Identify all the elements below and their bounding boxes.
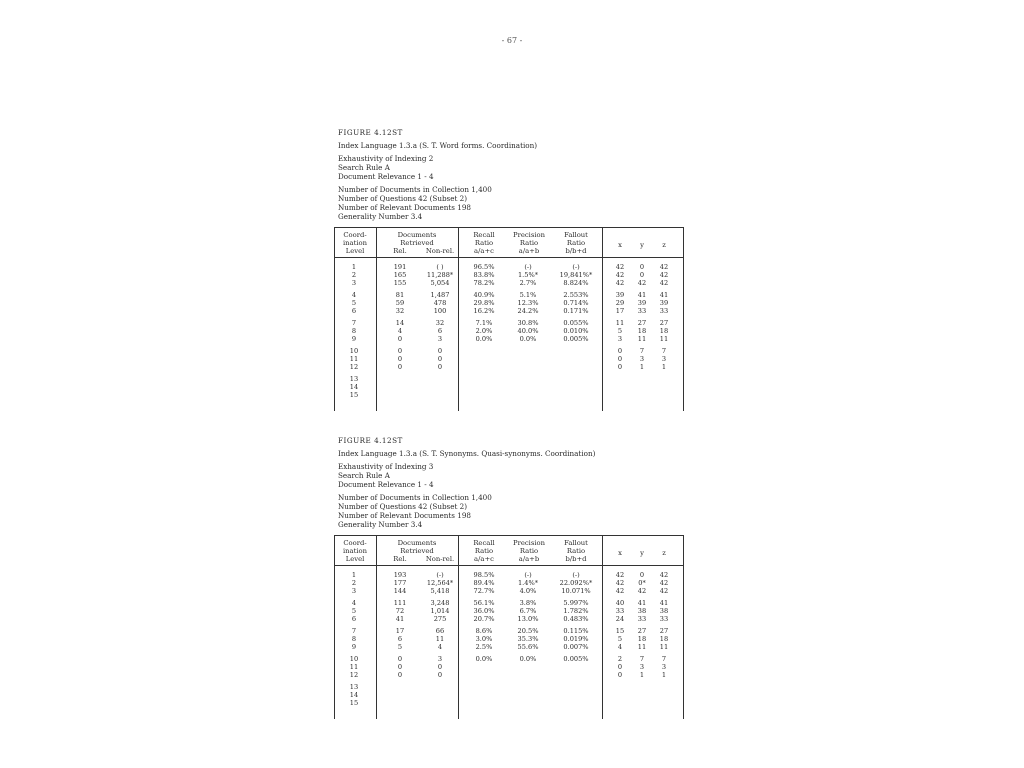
header-rel: Rel. bbox=[393, 555, 407, 563]
table-row bbox=[334, 335, 684, 343]
cell-precision: 6.7% bbox=[519, 607, 537, 615]
table-row bbox=[334, 279, 684, 287]
figure-2 bbox=[338, 436, 688, 719]
cell-fallout: 2.553% bbox=[563, 291, 589, 299]
cell-nonrel: 478 bbox=[433, 299, 447, 307]
figure-1 bbox=[338, 128, 688, 411]
cell-rel: 14 bbox=[395, 319, 405, 327]
page-number: - 67 - bbox=[501, 36, 523, 45]
cell-y: 42 bbox=[637, 279, 647, 287]
cell-fallout: 0.019% bbox=[563, 635, 589, 643]
cell-nonrel: 1,014 bbox=[430, 607, 450, 615]
cell-rel: 0 bbox=[397, 671, 403, 679]
cell-nonrel: 0 bbox=[437, 663, 443, 671]
table-row bbox=[334, 327, 684, 335]
coordination-level: 4 bbox=[351, 599, 357, 607]
cell-precision: (-) bbox=[524, 263, 532, 271]
figure-2-search-rule: Search Rule A bbox=[338, 471, 390, 480]
coordination-level: 7 bbox=[351, 319, 357, 327]
cell-y: 1 bbox=[639, 363, 645, 371]
cell-z: 18 bbox=[659, 327, 669, 335]
cell-rel: 191 bbox=[393, 263, 407, 271]
cell-fallout: 19,841%* bbox=[559, 271, 593, 279]
coordination-level: 12 bbox=[349, 671, 359, 679]
cell-recall: 0.0% bbox=[475, 335, 493, 343]
cell-precision: 35.3% bbox=[517, 635, 539, 643]
figure-2-num-documents: Number of Documents in Collection 1,400 bbox=[338, 493, 492, 502]
cell-recall: 36.0% bbox=[473, 607, 495, 615]
header-fallout: Fallout Ratio b/b+d bbox=[564, 539, 588, 563]
cell-y: 3 bbox=[639, 663, 645, 671]
figure-1-search-rule: Search Rule A bbox=[338, 163, 390, 172]
cell-x: 33 bbox=[615, 607, 625, 615]
cell-fallout: 0.171% bbox=[563, 307, 589, 315]
coordination-level: 14 bbox=[349, 691, 359, 699]
cell-y: 0 bbox=[639, 271, 645, 279]
coordination-level: 11 bbox=[349, 355, 359, 363]
table-row bbox=[334, 263, 684, 271]
figure-1-index-language: Index Language 1.3.a (S. T. Word forms. Coordination) bbox=[338, 141, 538, 150]
cell-y: 0 bbox=[639, 263, 645, 271]
cell-recall: 29.8% bbox=[473, 299, 495, 307]
cell-x: 15 bbox=[615, 627, 625, 635]
cell-x: 29 bbox=[615, 299, 625, 307]
cell-rel: 177 bbox=[393, 579, 407, 587]
coordination-level: 15 bbox=[349, 391, 359, 399]
cell-x: 42 bbox=[615, 579, 625, 587]
cell-nonrel: ( ) bbox=[436, 263, 444, 271]
coordination-level: 13 bbox=[349, 375, 359, 383]
table-row bbox=[334, 363, 684, 371]
cell-nonrel: 32 bbox=[435, 319, 445, 327]
cell-x: 42 bbox=[615, 271, 625, 279]
cell-z: 42 bbox=[659, 279, 669, 287]
cell-x: 40 bbox=[615, 599, 625, 607]
cell-rel: 193 bbox=[393, 571, 407, 579]
table-row bbox=[334, 347, 684, 355]
header-recall: Recall Ratio a/a+c bbox=[473, 231, 495, 255]
cell-nonrel: 4 bbox=[437, 643, 443, 651]
coordination-level: 14 bbox=[349, 383, 359, 391]
cell-nonrel: 11 bbox=[435, 635, 445, 643]
cell-y: 27 bbox=[637, 627, 647, 635]
cell-fallout: 0.005% bbox=[563, 655, 589, 663]
cell-precision: 12.3% bbox=[517, 299, 539, 307]
cell-precision: 55.6% bbox=[517, 643, 539, 651]
coordination-level: 3 bbox=[351, 587, 357, 595]
header-rel: Rel. bbox=[393, 247, 407, 255]
table-row bbox=[334, 307, 684, 315]
header-precision: Precision Ratio a/a+b bbox=[513, 539, 545, 563]
cell-z: 11 bbox=[659, 335, 669, 343]
cell-precision: 24.2% bbox=[517, 307, 539, 315]
cell-nonrel: (-) bbox=[436, 571, 444, 579]
cell-x: 5 bbox=[617, 327, 623, 335]
cell-nonrel: 0 bbox=[437, 355, 443, 363]
figure-2-generality: Generality Number 3.4 bbox=[338, 520, 423, 529]
results-table bbox=[334, 535, 684, 719]
cell-recall: 89.4% bbox=[473, 579, 495, 587]
cell-rel: 41 bbox=[395, 615, 405, 623]
cell-z: 42 bbox=[659, 263, 669, 271]
coordination-level: 11 bbox=[349, 663, 359, 671]
cell-z: 42 bbox=[659, 271, 669, 279]
table-row bbox=[334, 383, 684, 391]
cell-y: 41 bbox=[637, 291, 647, 299]
cell-z: 11 bbox=[659, 643, 669, 651]
cell-z: 7 bbox=[661, 655, 667, 663]
cell-fallout: (-) bbox=[572, 571, 580, 579]
cell-fallout: 0.714% bbox=[563, 299, 589, 307]
table-row bbox=[334, 599, 684, 607]
results-table bbox=[334, 227, 684, 411]
cell-fallout: 10.071% bbox=[561, 587, 591, 595]
header-recall: Recall Ratio a/a+c bbox=[473, 539, 495, 563]
figure-1-header bbox=[338, 128, 688, 221]
cell-nonrel: 0 bbox=[437, 671, 443, 679]
cell-precision: (-) bbox=[524, 571, 532, 579]
table-row bbox=[334, 587, 684, 595]
cell-precision: 3.8% bbox=[519, 599, 537, 607]
cell-rel: 0 bbox=[397, 663, 403, 671]
cell-recall: 2.5% bbox=[475, 643, 493, 651]
cell-z: 41 bbox=[659, 291, 669, 299]
cell-fallout: 1.782% bbox=[563, 607, 589, 615]
cell-fallout: 22.092%* bbox=[559, 579, 593, 587]
cell-z: 3 bbox=[661, 663, 667, 671]
cell-recall: 16.2% bbox=[473, 307, 495, 315]
table-row bbox=[334, 607, 684, 615]
header-coord: Coord- ination Level bbox=[343, 231, 367, 255]
cell-y: 7 bbox=[639, 655, 645, 663]
figure-2-exhaustivity: Exhaustivity of Indexing 3 bbox=[338, 462, 434, 471]
cell-rel: 0 bbox=[397, 655, 403, 663]
cell-nonrel: 5,054 bbox=[430, 279, 450, 287]
cell-nonrel: 11,288* bbox=[426, 271, 454, 279]
cell-nonrel: 0 bbox=[437, 347, 443, 355]
cell-x: 0 bbox=[617, 363, 623, 371]
header-nonrel: Non-rel. bbox=[425, 555, 455, 563]
cell-x: 42 bbox=[615, 279, 625, 287]
table-row bbox=[334, 699, 684, 707]
cell-y: 27 bbox=[637, 319, 647, 327]
cell-x: 39 bbox=[615, 291, 625, 299]
header-precision: Precision Ratio a/a+b bbox=[513, 231, 545, 255]
cell-rel: 17 bbox=[395, 627, 405, 635]
coordination-level: 2 bbox=[351, 271, 357, 279]
cell-z: 3 bbox=[661, 355, 667, 363]
cell-z: 42 bbox=[659, 571, 669, 579]
cell-recall: 96.5% bbox=[473, 263, 495, 271]
cell-rel: 0 bbox=[397, 335, 403, 343]
figure-2-relevance: Document Relevance 1 - 4 bbox=[338, 480, 434, 489]
figure-1-num-relevant: Number of Relevant Documents 198 bbox=[338, 203, 471, 212]
cell-y: 11 bbox=[637, 335, 647, 343]
cell-recall: 20.7% bbox=[473, 615, 495, 623]
header-z: z bbox=[662, 241, 666, 249]
figure-1-relevance: Document Relevance 1 - 4 bbox=[338, 172, 434, 181]
cell-rel: 6 bbox=[397, 635, 403, 643]
cell-x: 42 bbox=[615, 587, 625, 595]
cell-precision: 0.0% bbox=[519, 335, 537, 343]
cell-fallout: 0.010% bbox=[563, 327, 589, 335]
header-docs: Documents Retrieved bbox=[397, 539, 437, 555]
cell-recall: 7.1% bbox=[475, 319, 493, 327]
cell-recall: 40.9% bbox=[473, 291, 495, 299]
cell-y: 41 bbox=[637, 599, 647, 607]
cell-z: 7 bbox=[661, 347, 667, 355]
table-row bbox=[334, 655, 684, 663]
figure-2-header bbox=[338, 436, 688, 529]
header-x: x bbox=[618, 549, 622, 557]
cell-rel: 81 bbox=[395, 291, 405, 299]
cell-y: 11 bbox=[637, 643, 647, 651]
cell-z: 18 bbox=[659, 635, 669, 643]
header-y: y bbox=[640, 241, 644, 249]
cell-nonrel: 1,487 bbox=[430, 291, 450, 299]
table-row bbox=[334, 643, 684, 651]
table-row bbox=[334, 635, 684, 643]
cell-recall: 78.2% bbox=[473, 279, 495, 287]
coordination-level: 3 bbox=[351, 279, 357, 287]
cell-y: 38 bbox=[637, 607, 647, 615]
cell-rel: 165 bbox=[393, 271, 407, 279]
coordination-level: 9 bbox=[351, 335, 357, 343]
cell-rel: 72 bbox=[395, 607, 405, 615]
table-row bbox=[334, 271, 684, 279]
coordination-level: 2 bbox=[351, 579, 357, 587]
cell-x: 0 bbox=[617, 671, 623, 679]
table-row bbox=[334, 663, 684, 671]
cell-precision: 40.0% bbox=[517, 327, 539, 335]
figure-1-num-questions: Number of Questions 42 (Subset 2) bbox=[338, 194, 468, 203]
coordination-level: 7 bbox=[351, 627, 357, 635]
coordination-level: 10 bbox=[349, 347, 359, 355]
cell-x: 5 bbox=[617, 635, 623, 643]
table-row bbox=[334, 319, 684, 327]
table-row bbox=[334, 571, 684, 579]
cell-recall: 2.0% bbox=[475, 327, 493, 335]
cell-y: 0* bbox=[638, 579, 646, 587]
cell-recall: 3.0% bbox=[475, 635, 493, 643]
cell-recall: 72.7% bbox=[473, 587, 495, 595]
table-header-rule bbox=[334, 565, 684, 566]
cell-fallout: 0.483% bbox=[563, 615, 589, 623]
cell-x: 17 bbox=[615, 307, 625, 315]
cell-rel: 4 bbox=[397, 327, 403, 335]
cell-x: 3 bbox=[617, 335, 623, 343]
cell-recall: 0.0% bbox=[475, 655, 493, 663]
cell-x: 0 bbox=[617, 663, 623, 671]
cell-fallout: 0.007% bbox=[563, 643, 589, 651]
coordination-level: 10 bbox=[349, 655, 359, 663]
table-row bbox=[334, 375, 684, 383]
coordination-level: 1 bbox=[351, 571, 357, 579]
cell-precision: 5.1% bbox=[519, 291, 537, 299]
cell-nonrel: 66 bbox=[435, 627, 445, 635]
cell-z: 27 bbox=[659, 627, 669, 635]
cell-y: 18 bbox=[637, 635, 647, 643]
cell-nonrel: 3 bbox=[437, 655, 443, 663]
table-row bbox=[334, 355, 684, 363]
cell-y: 33 bbox=[637, 307, 647, 315]
cell-precision: 2.7% bbox=[519, 279, 537, 287]
cell-rel: 0 bbox=[397, 355, 403, 363]
cell-z: 33 bbox=[659, 615, 669, 623]
cell-z: 41 bbox=[659, 599, 669, 607]
cell-nonrel: 275 bbox=[433, 615, 447, 623]
cell-x: 24 bbox=[615, 615, 625, 623]
table-header-rule bbox=[334, 257, 684, 258]
cell-rel: 0 bbox=[397, 363, 403, 371]
cell-nonrel: 12,564* bbox=[426, 579, 454, 587]
cell-z: 39 bbox=[659, 299, 669, 307]
figure-2-title: FIGURE 4.12ST bbox=[338, 436, 403, 445]
coordination-level: 9 bbox=[351, 643, 357, 651]
header-nonrel: Non-rel. bbox=[425, 247, 455, 255]
cell-precision: 20.5% bbox=[517, 627, 539, 635]
coordination-level: 8 bbox=[351, 327, 357, 335]
table-row bbox=[334, 691, 684, 699]
header-coord: Coord- ination Level bbox=[343, 539, 367, 563]
cell-x: 2 bbox=[617, 655, 623, 663]
cell-y: 18 bbox=[637, 327, 647, 335]
header-z: z bbox=[662, 549, 666, 557]
table-row bbox=[334, 391, 684, 399]
figure-1-title: FIGURE 4.12ST bbox=[338, 128, 403, 137]
header-fallout: Fallout Ratio b/b+d bbox=[564, 231, 588, 255]
cell-x: 0 bbox=[617, 347, 623, 355]
cell-rel: 144 bbox=[393, 587, 407, 595]
table-row bbox=[334, 291, 684, 299]
cell-y: 7 bbox=[639, 347, 645, 355]
table-row bbox=[334, 299, 684, 307]
figure-1-exhaustivity: Exhaustivity of Indexing 2 bbox=[338, 154, 434, 163]
cell-recall: 56.1% bbox=[473, 599, 495, 607]
cell-precision: 13.0% bbox=[517, 615, 539, 623]
cell-x: 4 bbox=[617, 643, 623, 651]
cell-recall: 83.8% bbox=[473, 271, 495, 279]
coordination-level: 1 bbox=[351, 263, 357, 271]
cell-nonrel: 5,418 bbox=[430, 587, 450, 595]
cell-z: 38 bbox=[659, 607, 669, 615]
cell-precision: 1.4%* bbox=[517, 579, 539, 587]
coordination-level: 5 bbox=[351, 607, 357, 615]
cell-nonrel: 6 bbox=[437, 327, 443, 335]
header-docs: Documents Retrieved bbox=[397, 231, 437, 247]
header-x: x bbox=[618, 241, 622, 249]
cell-rel: 32 bbox=[395, 307, 405, 315]
cell-rel: 59 bbox=[395, 299, 405, 307]
coordination-level: 6 bbox=[351, 615, 357, 623]
cell-fallout: 0.055% bbox=[563, 319, 589, 327]
cell-rel: 155 bbox=[393, 279, 407, 287]
table-row bbox=[334, 615, 684, 623]
table-row bbox=[334, 671, 684, 679]
cell-fallout: 0.115% bbox=[563, 627, 589, 635]
cell-y: 33 bbox=[637, 615, 647, 623]
table-row bbox=[334, 627, 684, 635]
figure-2-num-relevant: Number of Relevant Documents 198 bbox=[338, 511, 471, 520]
figure-1-generality: Generality Number 3.4 bbox=[338, 212, 423, 221]
cell-z: 42 bbox=[659, 587, 669, 595]
cell-recall: 98.5% bbox=[473, 571, 495, 579]
cell-z: 33 bbox=[659, 307, 669, 315]
coordination-level: 5 bbox=[351, 299, 357, 307]
coordination-level: 8 bbox=[351, 635, 357, 643]
cell-precision: 4.0% bbox=[519, 587, 537, 595]
coordination-level: 12 bbox=[349, 363, 359, 371]
cell-y: 42 bbox=[637, 587, 647, 595]
cell-fallout: 0.005% bbox=[563, 335, 589, 343]
cell-z: 1 bbox=[661, 671, 667, 679]
cell-x: 42 bbox=[615, 571, 625, 579]
coordination-level: 15 bbox=[349, 699, 359, 707]
table-row bbox=[334, 683, 684, 691]
cell-y: 1 bbox=[639, 671, 645, 679]
cell-x: 0 bbox=[617, 355, 623, 363]
cell-y: 39 bbox=[637, 299, 647, 307]
coordination-level: 13 bbox=[349, 683, 359, 691]
figure-1-num-documents: Number of Documents in Collection 1,400 bbox=[338, 185, 492, 194]
figure-2-num-questions: Number of Questions 42 (Subset 2) bbox=[338, 502, 468, 511]
cell-nonrel: 0 bbox=[437, 363, 443, 371]
cell-nonrel: 3,248 bbox=[430, 599, 450, 607]
cell-nonrel: 100 bbox=[433, 307, 447, 315]
cell-fallout: 8.824% bbox=[563, 279, 589, 287]
cell-x: 11 bbox=[615, 319, 625, 327]
cell-precision: 1.5%* bbox=[517, 271, 539, 279]
coordination-level: 6 bbox=[351, 307, 357, 315]
cell-z: 42 bbox=[659, 579, 669, 587]
cell-rel: 111 bbox=[393, 599, 407, 607]
cell-z: 27 bbox=[659, 319, 669, 327]
header-y: y bbox=[640, 549, 644, 557]
cell-y: 0 bbox=[639, 571, 645, 579]
cell-fallout: (-) bbox=[572, 263, 580, 271]
cell-fallout: 5.997% bbox=[563, 599, 589, 607]
cell-precision: 30.8% bbox=[517, 319, 539, 327]
coordination-level: 4 bbox=[351, 291, 357, 299]
cell-z: 1 bbox=[661, 363, 667, 371]
cell-nonrel: 3 bbox=[437, 335, 443, 343]
table-row bbox=[334, 579, 684, 587]
cell-x: 42 bbox=[615, 263, 625, 271]
cell-rel: 0 bbox=[397, 347, 403, 355]
cell-rel: 5 bbox=[397, 643, 403, 651]
cell-recall: 8.6% bbox=[475, 627, 493, 635]
cell-y: 3 bbox=[639, 355, 645, 363]
cell-precision: 0.0% bbox=[519, 655, 537, 663]
figure-2-index-language: Index Language 1.3.a (S. T. Synonyms. Quasi-synonyms. Coordination) bbox=[338, 449, 596, 458]
